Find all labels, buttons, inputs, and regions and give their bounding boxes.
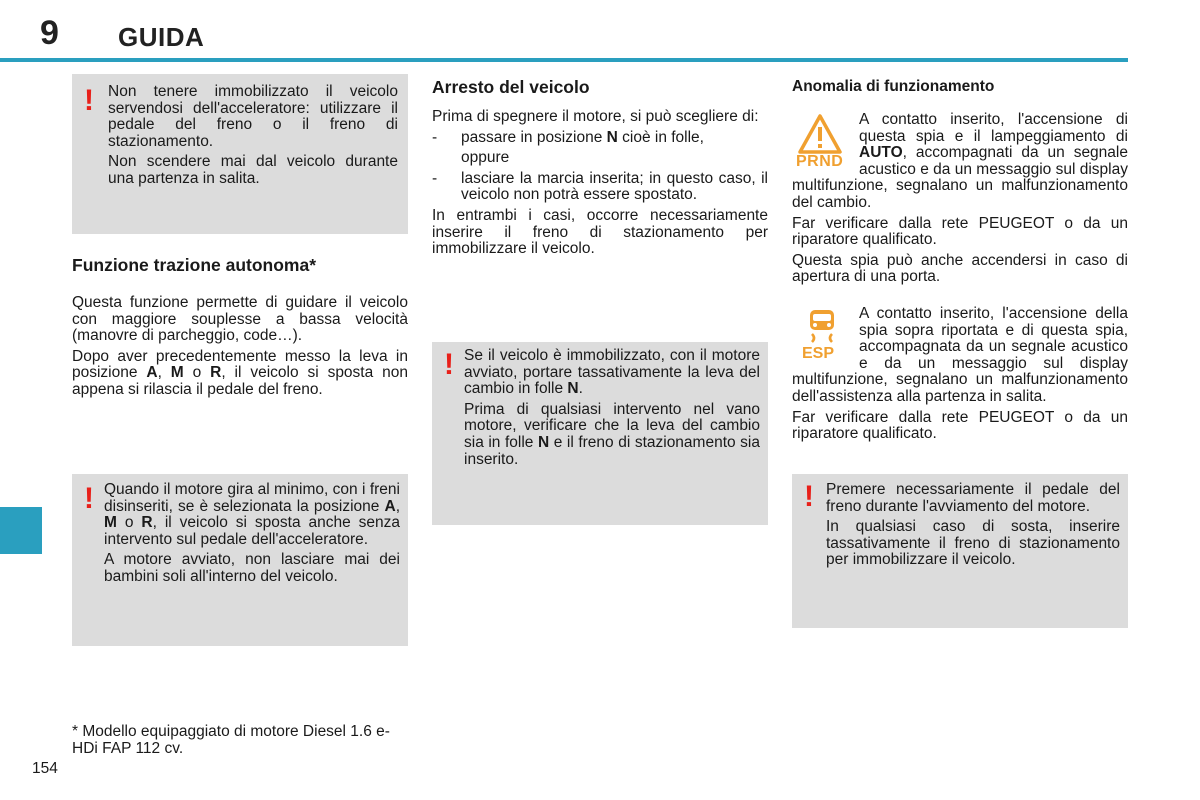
anomalia-para-3: Questa spia può anche accendersi in caso di apertura di una porta. <box>792 251 1128 286</box>
esp-label: ESP <box>802 345 835 362</box>
anomalia-para-4: A contatto inserito, l'accensione della spia sopra riportata e di questa spia, accompagnata da un segnale acustico e da un messaggio sul display multifunzione, segnalano un malfunzionamento dell'assistenza alla partenza in salita. <box>792 305 1128 405</box>
section-title-arresto: Arresto del veicolo <box>432 77 590 97</box>
warning-2-para-1: Quando il motore gira al minimo, con i freni disinseriti, se è selezionata la posizione A, M o R, il veicolo si sposta anche senza intervento sul pedale dell'acceleratore. <box>104 481 401 548</box>
arresto-para: In entrambi i casi, occorre necessariamente inserire il freno di stazionamento per immobilizzare il veicolo. <box>432 206 768 258</box>
warning-4-para-1: Premere necessariamente il pedale del freno durante l'avviamento del motore. <box>826 481 1120 515</box>
warning-text-1 <box>108 84 398 192</box>
chapter-title: GUIDA <box>118 22 205 52</box>
section-title-trazione: Funzione trazione autonoma* <box>72 255 317 275</box>
warning-box-1 <box>72 74 408 234</box>
col1-body <box>72 295 408 403</box>
footnote: * Modello equipaggiato di motore Diesel 1.6 e-HDi FAP 112 cv. <box>72 723 390 757</box>
chapter-tab <box>0 507 42 554</box>
warning-1-para-2: Non scendere mai dal veicolo durante una partenza in salita. <box>108 153 398 187</box>
warning-exclamation-icon: ! <box>804 480 814 513</box>
page-number: 154 <box>32 760 58 777</box>
warning-exclamation-icon: ! <box>84 482 94 515</box>
arresto-intro: Prima di spegnere il motore, si può scegliere di: <box>432 108 759 125</box>
anomalia-para-5: Far verificare dalla rete PEUGEOT o da un riparatore qualificato. <box>792 408 1128 443</box>
col3-body-2 <box>792 306 1128 447</box>
bullet-2: - lasciare la marcia inserita; in questo caso, il veicolo non potrà essere spostato. <box>432 169 768 204</box>
warning-4-para-2: In qualsiasi caso di sosta, inserire tassativamente il freno di stazionamento per immobilizzare il veicolo. <box>826 518 1120 569</box>
warning-exclamation-icon: ! <box>84 84 94 117</box>
warning-exclamation-icon: ! <box>444 348 454 381</box>
col2-body <box>432 109 768 262</box>
header-rule <box>0 58 1128 62</box>
bullet-oppure: oppure <box>461 149 510 167</box>
warning-3-para-1: Se il veicolo è immobilizzato, con il motore avviato, portare tassativamente la leva del cambio in folle N. <box>464 347 760 398</box>
warning-box-3 <box>432 342 768 525</box>
warning-box-2 <box>72 474 408 646</box>
warning-2-para-2: A motore avviato, non lasciare mai dei bambini soli all'interno del veicolo. <box>104 551 400 585</box>
trazione-para-2: Dopo aver precedentemente messo la leva in posizione A, M o R, il veicolo si sposta non appena si rilascia il pedale del freno. <box>72 347 408 398</box>
trazione-para-1: Questa funzione permette di guidare il veicolo con maggiore souplesse a bassa velocità (manovre di parcheggio, code…). <box>72 294 408 345</box>
warning-text-2 <box>104 482 400 590</box>
bullet-1: - passare in posizione N cioè in folle, <box>432 128 704 146</box>
warning-3-para-2: Prima di qualsiasi intervento nel vano motore, verificare che la leva del cambio sia in folle N e il freno di stazionamento sia inserito. <box>464 400 760 468</box>
warning-text-4 <box>826 482 1120 573</box>
warning-text-3 <box>464 348 760 472</box>
prnd-label: PRND <box>796 153 844 170</box>
col3-body-1 <box>792 112 1128 290</box>
anomalia-para-1: A contatto inserito, l'accensione di questa spia e il lampeggiamento di AUTO, accompagnati da un segnale acustico e da un messaggio sul display multifunzione, segnalano un malfunzionamento del cambio. <box>792 111 1128 211</box>
chapter-number: 9 <box>40 14 59 52</box>
section-title-anomalia: Anomalia di funzionamento <box>792 78 995 95</box>
warning-1-para-1: Non tenere immobilizzato il veicolo servendosi dell'acceleratore: utilizzare il pedale del freno o il freno di stazionamento. <box>108 83 398 150</box>
warning-box-4 <box>792 474 1128 628</box>
anomalia-para-2: Far verificare dalla rete PEUGEOT o da un riparatore qualificato. <box>792 214 1128 249</box>
